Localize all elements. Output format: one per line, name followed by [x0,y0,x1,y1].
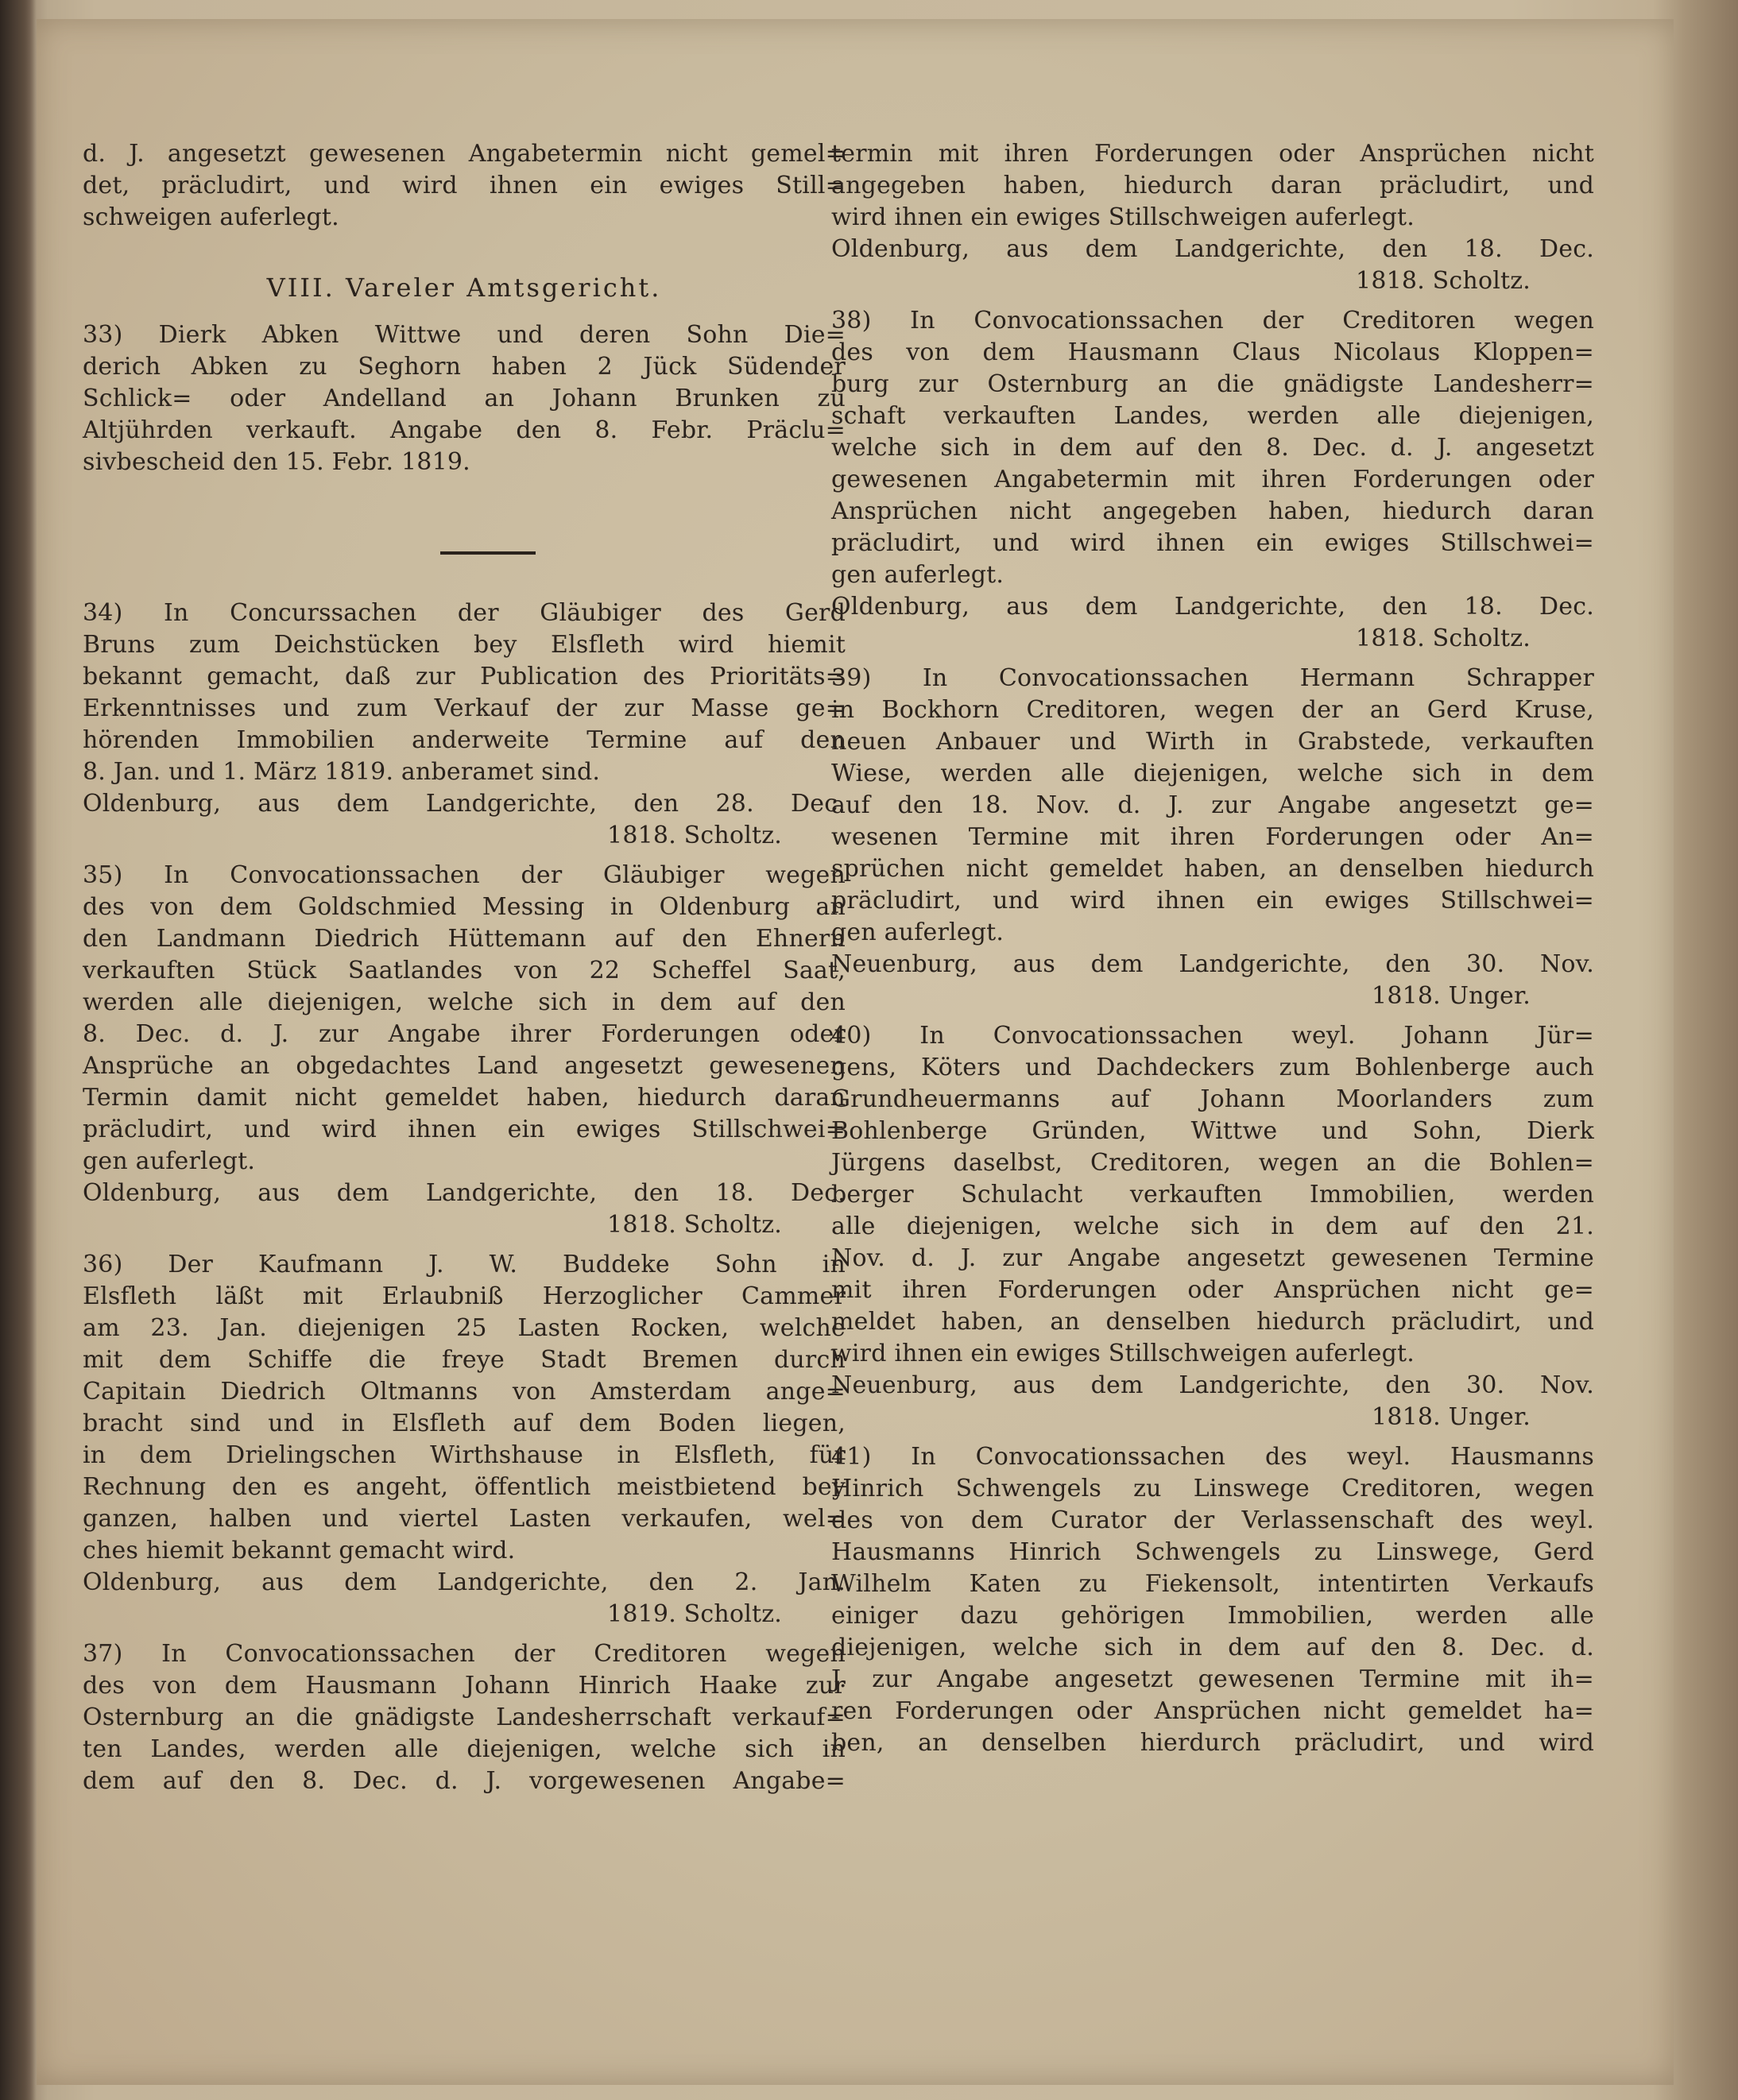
text-line: präcludirt, und wird ihnen ein ewiges Stillschwei= [831,887,1594,915]
text-line: Schlick= oder Andelland an Johann Brunken zu [83,385,846,412]
text-line: werden alle diejenigen, welche sich in dem auf den [83,988,846,1016]
text-line: meldet haben, an denselben hiedurch präcludirt, und [831,1308,1594,1336]
text-line: präcludirt, und wird ihnen ein ewiges Stillschwei= [831,529,1594,557]
text-line: Nov. d. J. zur Angabe angesetzt gewesenen Termine [831,1244,1594,1272]
signature-line: 1818. Scholtz. [1356,267,1531,295]
separator-rule [440,551,536,555]
text-line: 34) In Concurssachen der Gläubiger des Gerd [83,599,846,627]
text-line: Termin damit nicht gemeldet haben, hiedurch daran [83,1084,846,1112]
text-line: Osternburg an die gnädigste Landesherrschaft verkauf= [83,1704,846,1731]
text-line: Bruns zum Deichstücken bey Elsfleth wird hiemit [83,631,846,659]
text-line: 40) In Convocationssachen weyl. Johann Jür= [831,1022,1594,1050]
text-line: Hinrich Schwengels zu Linswege Creditoren, wegen [831,1475,1594,1502]
text-line: Ansprüchen nicht angegeben haben, hiedurch daran [831,497,1594,525]
text-line: termin mit ihren Forderungen oder Ansprüchen nicht [831,140,1594,168]
text-line: J. zur Angabe angesetzt gewesenen Termine mit ih= [831,1665,1594,1693]
text-line: des von dem Hausmann Johann Hinrich Haake zur [83,1672,846,1700]
text-line: Wilhelm Katen zu Fiekensolt, intentirten Verkaufs [831,1570,1594,1598]
text-line: Neuenburg, aus dem Landgerichte, den 30. Nov. [831,950,1594,978]
text-line: mit dem Schiffe die freye Stadt Bremen durch [83,1346,846,1374]
text-line: 37) In Convocationssachen der Creditoren wegen [83,1640,846,1668]
text-line: ten Landes, werden alle diejenigen, welche sich in [83,1735,846,1763]
text-line: alle diejenigen, welche sich in dem auf den 21. [831,1212,1594,1240]
text-line: verkauften Stück Saatlandes von 22 Scheffel Saat, [83,957,846,984]
text-line: 39) In Convocationssachen Hermann Schrapper [831,664,1594,692]
text-line: bekannt gemacht, daß zur Publication des Prioritäts= [83,663,846,690]
paper-page [37,19,1674,2085]
text-line: des von dem Goldschmied Messing in Oldenburg an [83,893,846,921]
text-line: Grundheuermanns auf Johann Moorlanders zum [831,1085,1594,1113]
text-line: derich Abken zu Seghorn haben 2 Jück Südender [83,353,846,381]
text-line: Ansprüche an obgedachtes Land angesetzt gewesenen [83,1052,846,1080]
section-heading: VIII. Vareler Amtsgericht. [266,273,662,303]
signature-line: 1818. Unger. [1372,982,1531,1010]
text-line: det, präcludirt, und wird ihnen ein ewiges Still= [83,172,846,199]
text-line: 41) In Convocationssachen des weyl. Hausmanns [831,1443,1594,1471]
text-line: Elsfleth läßt mit Erlaubniß Herzoglicher Cammer [83,1282,846,1310]
text-line: des von dem Curator der Verlassenschaft des weyl. [831,1506,1594,1534]
text-line: ren Forderungen oder Ansprüchen nicht gemeldet ha= [831,1697,1594,1725]
text-line: angegeben haben, hiedurch daran präcludirt, und [831,172,1594,199]
text-line: welche sich in dem auf den 8. Dec. d. J. angesetzt [831,434,1594,462]
text-line: Altjührden verkauft. Angabe den 8. Febr. Präclu= [83,416,846,444]
text-line: am 23. Jan. diejenigen 25 Lasten Rocken, welche [83,1314,846,1342]
text-line: in dem Drielingschen Wirthshause in Elsfleth, für [83,1441,846,1469]
text-line: schweigen auferlegt. [83,203,339,231]
text-line: 36) Der Kaufmann J. W. Buddeke Sohn in [83,1251,846,1278]
text-line: Oldenburg, aus dem Landgerichte, den 18. Dec. [83,1179,846,1207]
signature-line: 1818. Scholtz. [1356,625,1531,652]
text-line: ches hiemit bekannt gemacht wird. [83,1537,516,1564]
text-line: gens, Köters und Dachdeckers zum Bohlenberge auch [831,1054,1594,1081]
text-line: 33) Dierk Abken Wittwe und deren Sohn Die= [83,321,846,349]
text-line: Neuenburg, aus dem Landgerichte, den 30. Nov. [831,1371,1594,1399]
text-line: hörenden Immobilien anderweite Termine auf den [83,726,846,754]
text-line: 35) In Convocationssachen der Gläubiger wegen [83,861,846,889]
text-line: des von dem Hausmann Claus Nicolaus Kloppen= [831,338,1594,366]
text-line: sprüchen nicht gemeldet haben, an denselben hiedurch [831,855,1594,883]
text-line: bracht sind und in Elsfleth auf dem Boden liegen, [83,1410,846,1437]
text-line: einiger dazu gehörigen Immobilien, werden alle [831,1602,1594,1630]
book-spine [0,0,37,2100]
text-line: präcludirt, und wird ihnen ein ewiges Stillschwei= [83,1116,846,1143]
text-line: berger Schulacht verkauften Immobilien, werden [831,1181,1594,1209]
signature-line: 1818. Scholtz. [607,1211,782,1239]
text-line: Bohlenberge Gründen, Wittwe und Sohn, Dierk [831,1117,1594,1145]
text-line: Erkenntnisses und zum Verkauf der zur Masse ge= [83,694,846,722]
signature-line: 1818. Scholtz. [607,822,782,849]
text-line: diejenigen, welche sich in dem auf den 8. Dec. d. [831,1634,1594,1661]
text-line: mit ihren Forderungen oder Ansprüchen nicht ge= [831,1276,1594,1304]
text-line: Jürgens daselbst, Creditoren, wegen an die Bohlen= [831,1149,1594,1177]
text-line: d. J. angesetzt gewesenen Angabetermin nicht gemel= [83,140,846,168]
text-line: Rechnung den es angeht, öffentlich meistbietend bey [83,1473,846,1501]
text-line: gen auferlegt. [83,1147,256,1175]
text-line: in Bockhorn Creditoren, wegen der an Gerd Kruse, [831,696,1594,724]
text-line: wird ihnen ein ewiges Stillschweigen auferlegt. [831,203,1415,231]
text-line: sivbescheid den 15. Febr. 1819. [83,448,470,476]
text-line: ben, an denselben hierdurch präcludirt, und wird [831,1729,1594,1757]
text-line: 38) In Convocationssachen der Creditoren wegen [831,307,1594,335]
text-line: Wiese, werden alle diejenigen, welche sich in dem [831,760,1594,787]
text-line: gen auferlegt. [831,919,1004,946]
text-line: 8. Jan. und 1. März 1819. anberamet sind. [83,758,601,786]
text-line: auf den 18. Nov. d. J. zur Angabe angesetzt ge= [831,791,1594,819]
text-line: Oldenburg, aus dem Landgerichte, den 28. Dec. [83,790,846,818]
text-line: wesenen Termine mit ihren Forderungen oder An= [831,823,1594,851]
text-line: Hausmanns Hinrich Schwengels zu Linswege, Gerd [831,1538,1594,1566]
text-line: schaft verkauften Landes, werden alle diejenigen, [831,402,1594,430]
text-line: ganzen, halben und viertel Lasten verkaufen, wel= [83,1505,846,1533]
text-line: Oldenburg, aus dem Landgerichte, den 2. Jan. [83,1568,846,1596]
text-line: 8. Dec. d. J. zur Angabe ihrer Forderungen oder [83,1020,846,1048]
text-line: gen auferlegt. [831,561,1004,589]
text-line: wird ihnen ein ewiges Stillschweigen auferlegt. [831,1340,1415,1367]
text-line: neuen Anbauer und Wirth in Grabstede, verkauften [831,728,1594,756]
signature-line: 1819. Scholtz. [607,1600,782,1628]
text-line: gewesenen Angabetermin mit ihren Forderungen oder [831,466,1594,493]
text-line: dem auf den 8. Dec. d. J. vorgewesenen Angabe= [83,1767,846,1795]
text-line: Oldenburg, aus dem Landgerichte, den 18. Dec. [831,235,1594,263]
text-line: Capitain Diedrich Oltmanns von Amsterdam ange= [83,1378,846,1406]
text-line: burg zur Osternburg an die gnädigste Landesherr= [831,370,1594,398]
text-line: den Landmann Diedrich Hüttemann auf den Ehnern [83,925,846,953]
signature-line: 1818. Unger. [1372,1403,1531,1431]
text-line: Oldenburg, aus dem Landgerichte, den 18. Dec. [831,593,1594,621]
